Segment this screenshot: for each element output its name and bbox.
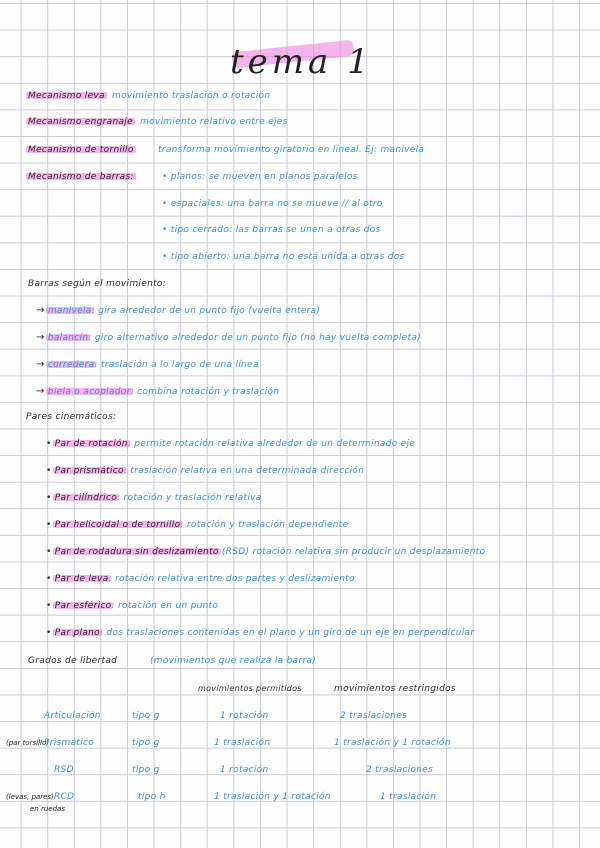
par-plano: • Par plano: dos traslaciones contenidas en el plano y un giro de un eje en perpendicular — [46, 628, 475, 638]
row-name: Prismático — [44, 738, 95, 748]
par-cilindrico: • Par cilíndrico: rotación y traslación relativa — [46, 493, 262, 503]
row-rest: 1 traslación y 1 rotación — [334, 738, 451, 748]
mecanismo-engranaje-desc: movimiento relativo entre ejes — [140, 117, 288, 127]
row-rest: 2 traslaciones — [366, 765, 434, 775]
grados-heading: Grados de libertad — [28, 656, 118, 666]
barra-manivela: → manivela: gira alrededor de un punto fijo (vuelta entera) — [36, 305, 321, 316]
mecanismo-tornillo-desc: transforma movimiento giratorio en lineal. Ej: manivela — [158, 145, 425, 155]
barra-corredera: → corredera: traslación a lo largo de una línea — [36, 359, 259, 370]
barras-item: • tipo cerrado: las barras se unen a otras dos — [162, 225, 381, 235]
row-perm: 1 rotación — [220, 765, 269, 775]
row-name: RSD — [54, 765, 74, 775]
barra-balancin: → balancín: giro alternativo alrededor de un punto fijo (no hay vuelta completa) — [36, 332, 421, 343]
row-perm: 1 traslación y 1 rotación — [214, 792, 331, 802]
mecanismo-engranaje-name: Mecanismo engranaje — [28, 117, 133, 127]
mecanismo-barras-name: Mecanismo de barras: — [28, 172, 134, 182]
barras-item: • espaciales: una barra no se mueve // al otro — [162, 199, 383, 209]
pares-heading: Pares cinemáticos: — [26, 412, 117, 422]
row-side-note: (levas, pares) — [6, 793, 54, 801]
barra-biela: → biela o acoplador: combina rotación y traslación — [36, 386, 280, 397]
row-name: RCD — [54, 792, 75, 802]
arrow-icon: → — [36, 359, 45, 370]
row-name: Articulación — [44, 711, 101, 721]
par-rodadura: • Par de rodadura sin deslizamiento (RSD) rotación relativa sin producir un desplazamiento — [46, 547, 486, 557]
row-rest: 2 traslaciones — [340, 711, 408, 721]
row-side-note: (par torsillo) — [6, 739, 49, 747]
row-tipo: tipo g — [132, 738, 160, 748]
arrow-icon: → — [36, 305, 45, 316]
row-tipo: tipo h — [138, 792, 166, 802]
col-restringidos: movimientos restringidos — [334, 684, 456, 694]
par-helicoidal: • Par helicoidal o de tornillo: rotación y traslación dependiente — [46, 520, 349, 530]
row-tipo: tipo g — [132, 711, 160, 721]
par-prismatico: • Par prismático: traslación relativa en una determinada dirección — [46, 466, 365, 476]
row-perm: 1 rotación — [220, 711, 269, 721]
mecanismo-leva-name: Mecanismo leva — [28, 91, 105, 101]
barras-movimiento-heading: Barras según el movimiento: — [28, 279, 167, 289]
par-leva: • Par de leva: rotación relativa entre dos partes y deslizamiento — [46, 574, 355, 584]
par-esferico: • Par esférico: rotación en un punto — [46, 601, 219, 611]
row-perm: 1 traslación — [214, 738, 271, 748]
par-rotacion: • Par de rotación: permite rotación relativa alrededor de un determinado eje — [46, 439, 416, 449]
col-permitidos: movimientos permitidos — [198, 684, 302, 693]
row-rest: 1 traslación — [380, 792, 437, 802]
barras-item: • planos: se mueven en planos paralelos — [162, 172, 358, 182]
mecanismo-tornillo-name: Mecanismo de tornillo — [28, 145, 134, 155]
barras-item: • tipo abierto: una barra no está unida a otras dos — [162, 252, 405, 262]
grados-subtitle: (movimientos que realiza la barra) — [150, 656, 317, 666]
arrow-icon: → — [36, 386, 45, 397]
mecanismo-leva-desc: movimiento traslación o rotación — [112, 91, 271, 101]
page-title: tema 1 — [230, 42, 373, 82]
arrow-icon: → — [36, 332, 45, 343]
row-tipo: tipo g — [132, 765, 160, 775]
side-note-ruedas: en ruedas — [30, 805, 65, 813]
